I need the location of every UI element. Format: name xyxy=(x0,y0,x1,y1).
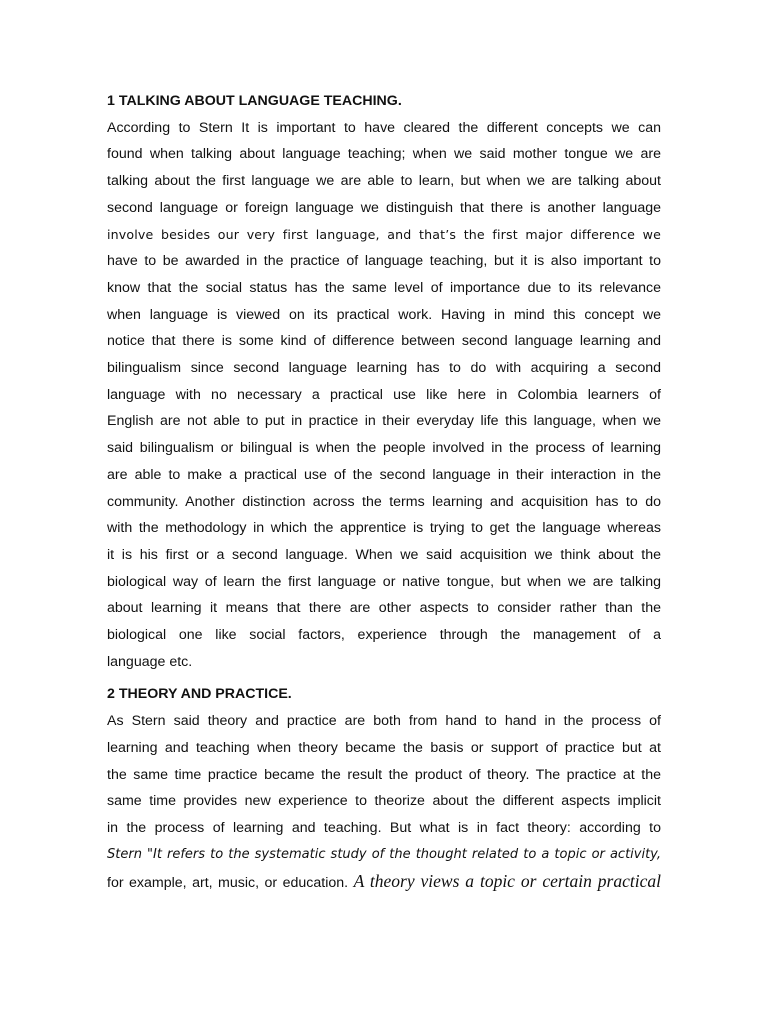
paragraph-line: with the methodology in which the apprentice is trying to get the language whereas xyxy=(107,520,661,537)
paragraph-line: are able to make a practical use of the second language in their interaction in the xyxy=(107,466,661,483)
paragraph-line: have to be awarded in the practice of language teaching, but it is also important to xyxy=(107,253,661,270)
paragraph-line: involve besides our very first language, and that’s the first major difference we xyxy=(107,226,661,242)
paragraph-line: when language is viewed on its practical work. Having in mind this concept we xyxy=(107,306,661,323)
serif-italic-text: A theory views a topic or certain practical xyxy=(353,871,661,892)
paragraph-line: language etc. xyxy=(107,653,193,670)
paragraph-line: second language or foreign language we distinguish that there is another language xyxy=(107,199,661,216)
section-1-paragraph xyxy=(107,115,661,676)
paragraph-line-mixed xyxy=(107,868,661,897)
paragraph-line: the same time practice became the result the product of theory. The practice at the xyxy=(107,766,661,783)
paragraph-line: language with no necessary a practical use like here in Colombia learners of xyxy=(107,386,661,403)
section-2-paragraph xyxy=(107,708,661,897)
paragraph-line: said bilingualism or bilingual is when the people involved in the process of learning xyxy=(107,440,661,457)
paragraph-line: bilingualism since second language learning has to do with acquiring a second xyxy=(107,360,661,377)
paragraph-line: it is his first or a second language. When we said acquisition we think about the xyxy=(107,546,661,563)
paragraph-line: According to Stern It is important to have cleared the different concepts we can xyxy=(107,119,661,136)
paragraph-line: talking about the first language we are able to learn, but when we are talking about xyxy=(107,173,661,190)
paragraph-line: know that the social status has the same level of importance due to its relevance xyxy=(107,279,661,296)
paragraph-line: learning and teaching when theory became the basis or support of practice but at xyxy=(107,739,661,756)
quote-continuation: for example, art, music, or education. xyxy=(107,875,349,892)
document-content xyxy=(107,88,661,897)
paragraph-line: in the process of learning and teaching. But what is in fact theory: according to xyxy=(107,819,661,836)
paragraph-line: community. Another distinction across the terms learning and acquisition has to do xyxy=(107,493,661,510)
quote-line: Stern "It refers to the systematic study of the thought related to a topic or activity, xyxy=(107,846,661,862)
section-2-heading: 2 THEORY AND PRACTICE. xyxy=(107,686,292,703)
paragraph-line: As Stern said theory and practice are both from hand to hand in the process of xyxy=(107,713,661,730)
paragraph-line: English are not able to put in practice in their everyday life this language, when we xyxy=(107,413,661,430)
paragraph-line: biological one like social factors, experience through the management of a xyxy=(107,627,661,644)
paragraph-line: same time provides new experience to theorize about the different aspects implicit xyxy=(107,793,661,810)
paragraph-line: notice that there is some kind of difference between second language learning and xyxy=(107,333,661,350)
paragraph-line: about learning it means that there are other aspects to consider rather than the xyxy=(107,600,661,617)
paragraph-line: found when talking about language teaching; when we said mother tongue we are xyxy=(107,146,661,163)
section-1-heading: 1 TALKING ABOUT LANGUAGE TEACHING. xyxy=(107,93,402,109)
paragraph-line: biological way of learn the first language or native tongue, but when we are talking xyxy=(107,573,661,590)
